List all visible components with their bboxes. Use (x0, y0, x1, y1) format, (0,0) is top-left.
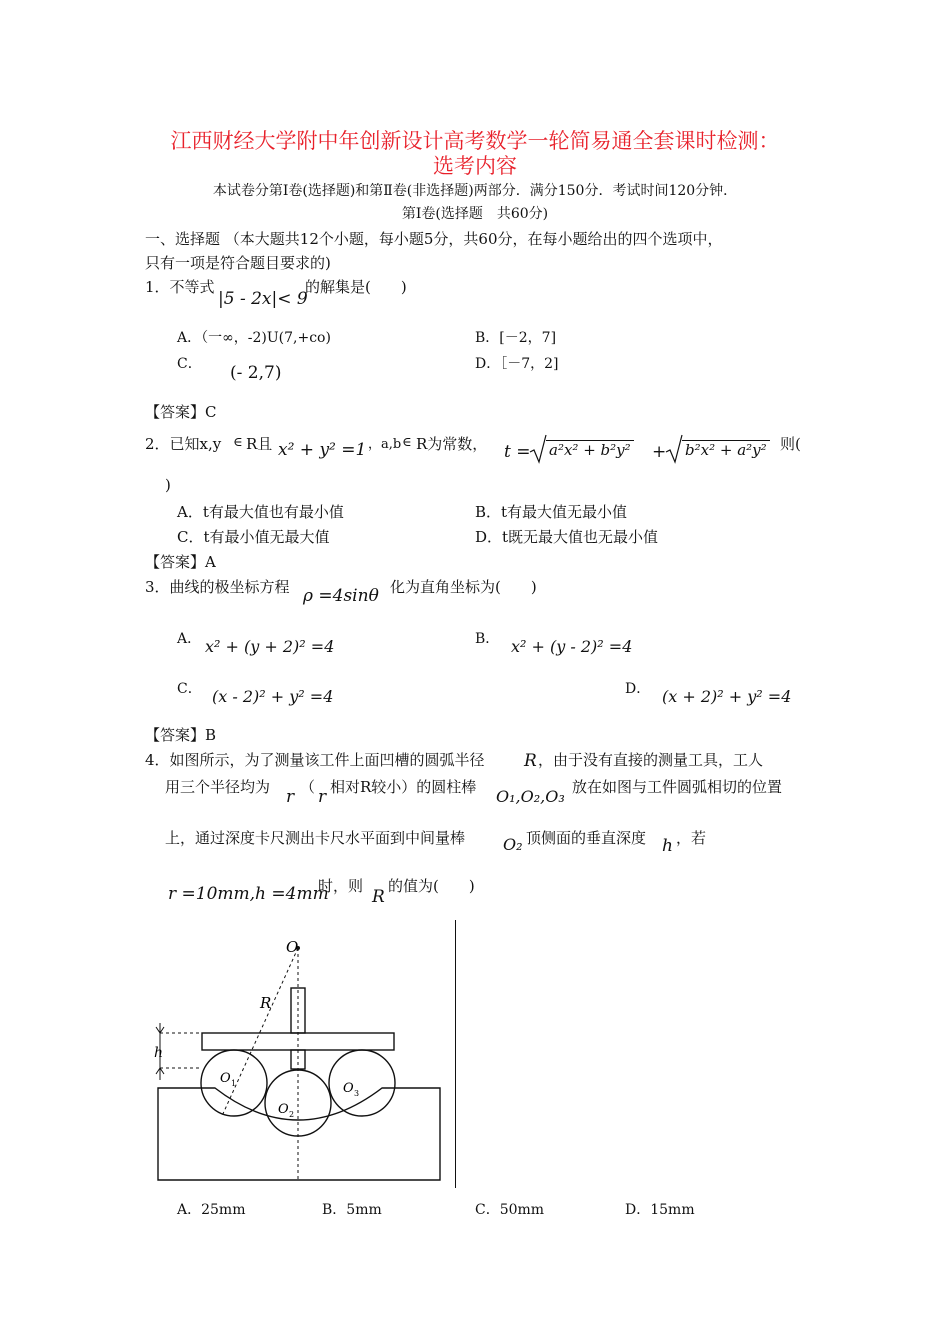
label-R: R (260, 994, 272, 1012)
question-4-figure (140, 920, 470, 1190)
question-4-symbol-O2: O₂ (503, 835, 523, 854)
question-3-option-a: A． (177, 631, 202, 647)
question-3-option-c: C． (177, 681, 202, 697)
document-title-line1: 江西财经大学附中年创新设计高考数学一轮简易通全套课时检测： (170, 129, 780, 153)
question-4-line3-c: ，若 (676, 829, 707, 847)
rod-o2 (265, 1070, 331, 1136)
label-O3-sub: 3 (354, 1089, 360, 1098)
question-4-line4-a: 时，则 (318, 877, 364, 895)
label-O1: O (220, 1071, 231, 1086)
question-3-formula: ρ =4sinθ (303, 586, 379, 606)
question-4-line4-b: 的值为( ) (388, 877, 475, 895)
question-1-formula: |5 - 2x|< 9 (218, 289, 308, 309)
question-1-option-a: A．（一∞，-2)U(7,+co) (177, 330, 331, 346)
question-4-line2-d: 放在如图与工件圆弧相切的位置 (572, 778, 783, 796)
question-2-text-1: R且 (246, 435, 273, 453)
label-h: h (154, 1045, 164, 1061)
question-1-answer: 【答案】C (145, 403, 217, 421)
question-4-line2-c: 相对R较小）的圆柱棒 (330, 778, 477, 796)
figure-divider (455, 920, 456, 1188)
question-3-option-b: B． (475, 631, 500, 647)
question-2-plus: + (652, 442, 667, 462)
question-4-option-c: C．50mm (475, 1202, 545, 1218)
question-2-prefix: 2．已知x,y (145, 435, 222, 453)
caliper-bar (202, 1033, 394, 1050)
label-O1-sub: 1 (231, 1079, 237, 1088)
question-4-line3-b: 顶侧面的垂直深度 (526, 829, 647, 847)
question-1-option-d: D．［－7，2] (475, 356, 559, 372)
question-2-suffix: 则( (780, 435, 801, 453)
question-3-suffix: 化为直角坐标为( ) (390, 578, 537, 596)
rod-o3 (329, 1050, 395, 1116)
question-3-prefix: 3．曲线的极坐标方程 (145, 578, 290, 596)
label-O3: O (343, 1081, 354, 1096)
question-4-symbol-R: R (524, 751, 537, 771)
section-title: 第Ⅰ卷(选择题 共60分) (401, 206, 549, 222)
radius-line (222, 948, 298, 1116)
question-2-formula-2-lhs: t = (504, 442, 531, 462)
question-4-line2-b: （ (300, 778, 316, 796)
question-2-radicand-2: b²x² + a²y² (682, 440, 770, 459)
label-O: O (286, 938, 299, 956)
question-1-suffix: 的解集是( ) (305, 278, 407, 296)
element-of-symbol: ∈ (402, 435, 412, 450)
question-4-symbol-r: r (286, 787, 295, 807)
question-1-option-c-formula: (- 2,7) (230, 363, 282, 383)
question-4-line1-b: ，由于没有直接的测量工具，工人 (538, 751, 764, 769)
element-of-symbol: ∈ (233, 435, 243, 450)
instructions-line2: 只有一项是符合题目要求的) (145, 254, 331, 272)
question-3-answer: 【答案】B (145, 726, 217, 744)
radical-sign-2 (665, 434, 683, 464)
question-4-option-d: D．15mm (625, 1202, 695, 1218)
question-4-option-b: B．5mm (322, 1202, 382, 1218)
label-O2: O (278, 1102, 289, 1117)
question-1-option-b: B．[－2，7] (475, 330, 557, 346)
question-4-option-a: A．25mm (177, 1202, 246, 1218)
question-2-option-a: A．t有最大值也有最小值 (177, 503, 344, 521)
question-4-symbol-R2: R (372, 887, 385, 907)
label-O2-sub: 2 (289, 1110, 295, 1119)
question-4-line1-a: 4．如图所示，为了测量该工件上面凹槽的圆弧半径 (145, 751, 485, 769)
question-1-prefix: 1．不等式 (145, 278, 215, 296)
question-4-given-formula: r =10mm,h =4mm (168, 884, 329, 904)
question-4-line2-a: 用三个半径均为 (165, 778, 271, 796)
radical-sign-1 (529, 434, 547, 464)
question-2-text-2: ，a,b (368, 437, 402, 452)
question-3-option-d: D． (625, 681, 651, 697)
question-2-formula-1: x² + y² =1 (278, 440, 367, 460)
question-2-option-b: B．t有最大值无最小值 (475, 503, 628, 521)
question-2-suffix-close: ) (165, 476, 171, 494)
exam-intro: 本试卷分第Ⅰ卷(选择题)和第Ⅱ卷(非选择题)两部分．满分150分．考试时间120分钟． (212, 183, 738, 199)
instructions-line1: 一、选择题 （本大题共12个小题，每小题5分，共60分，在每小题给出的四个选项中， (145, 230, 723, 248)
workpiece-shape (158, 1088, 440, 1180)
question-3-option-c-formula: (x - 2)² + y² =4 (212, 687, 334, 706)
question-2-answer: 【答案】A (145, 553, 216, 571)
question-4-symbol-r2: r (318, 787, 327, 807)
question-2-option-d: D．t既无最大值也无最小值 (475, 528, 659, 546)
question-3-option-d-formula: (x + 2)² + y² =4 (662, 687, 792, 706)
question-4-symbols-O: O₁,O₂,O₃ (496, 787, 565, 806)
question-2-text-3: R为常数， (416, 435, 488, 453)
question-3-option-b-formula: x² + (y - 2)² =4 (511, 637, 633, 656)
question-1-option-c: C． (177, 356, 202, 372)
document-title-line2: 选考内容 (433, 154, 517, 178)
question-2-radicand-1: a²x² + b²y² (546, 440, 634, 459)
question-4-line3-a: 上，通过深度卡尺测出卡尺水平面到中间量棒 (165, 829, 466, 847)
question-4-symbol-h: h (662, 836, 673, 856)
question-3-option-a-formula: x² + (y + 2)² =4 (205, 637, 335, 656)
question-2-option-c: C．t有最小值无最大值 (177, 528, 330, 546)
